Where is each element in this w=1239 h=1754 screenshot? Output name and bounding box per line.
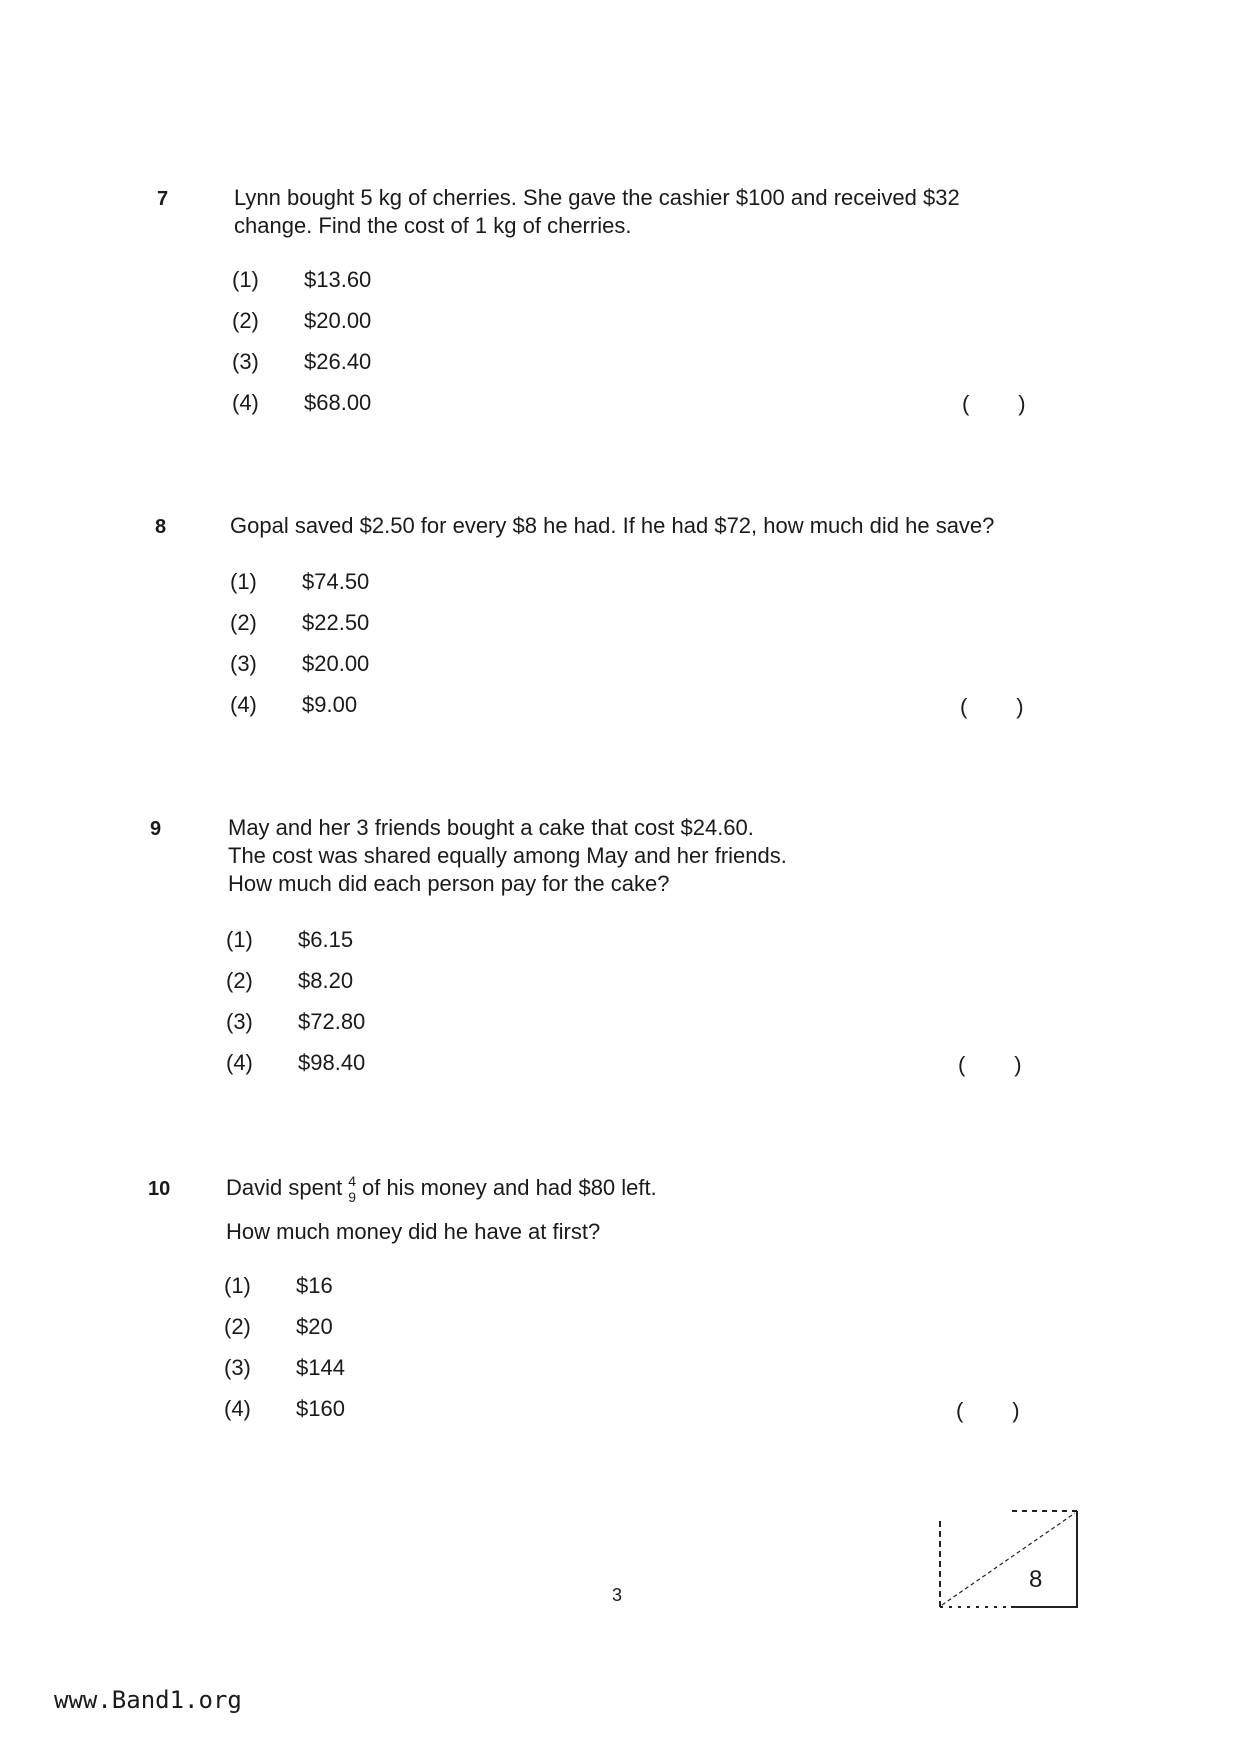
option-text: $26.40 [304, 349, 372, 374]
option-text: $16 [296, 1273, 333, 1298]
option-3 [224, 1354, 345, 1382]
option-2 [224, 1313, 333, 1341]
option-number: (3) [226, 1009, 253, 1034]
score-value: 8 [1029, 1566, 1043, 1593]
option-1 [230, 568, 369, 596]
question-text-line-1: Lynn bought 5 kg of cherries. She gave the cashier $100 and received $32 [234, 185, 960, 210]
question-text-line-1: Gopal saved $2.50 for every $8 he had. If he had $72, how much did he save? [230, 513, 995, 538]
option-number: (3) [232, 349, 259, 374]
score-box [937, 1508, 1079, 1610]
option-3 [230, 650, 369, 678]
option-text: $20.00 [302, 651, 370, 676]
option-text: $6.15 [298, 927, 354, 952]
option-number: (1) [230, 569, 257, 594]
question-number: 9 [150, 818, 162, 840]
option-number: (2) [232, 308, 259, 333]
answer-bracket[interactable]: ( ) [958, 1052, 1022, 1077]
option-3 [226, 1008, 365, 1036]
option-1 [224, 1272, 333, 1300]
page-number: 3 [612, 1585, 623, 1605]
option-number: (2) [224, 1314, 251, 1339]
option-2 [226, 967, 353, 995]
option-number: (3) [230, 651, 257, 676]
option-number: (4) [232, 390, 259, 415]
question-text-line-2: How much money did he have at first? [226, 1219, 601, 1244]
answer-bracket[interactable]: ( ) [956, 1398, 1020, 1423]
answer-bracket[interactable]: ( ) [962, 391, 1026, 416]
answer-bracket[interactable]: ( ) [960, 694, 1024, 719]
question-text-line-2: change. Find the cost of 1 kg of cherries. [234, 213, 632, 238]
option-4 [224, 1395, 345, 1423]
fraction [348, 1173, 356, 1205]
option-number: (3) [224, 1355, 251, 1380]
question-number: 8 [155, 516, 167, 538]
option-text: $13.60 [304, 267, 372, 292]
option-2 [230, 609, 369, 637]
option-text: $20 [296, 1314, 333, 1339]
option-number: (4) [224, 1396, 251, 1421]
option-text: $68.00 [304, 390, 372, 415]
option-number: (1) [224, 1273, 251, 1298]
footer-url: www.Band1.org [54, 1686, 242, 1714]
option-3 [232, 348, 371, 376]
text-before-fraction: David spent [226, 1175, 343, 1200]
question-number: 7 [157, 188, 169, 210]
option-number: (4) [226, 1050, 253, 1075]
question-text-line-3: How much did each person pay for the cake? [228, 871, 670, 896]
option-text: $8.20 [298, 968, 354, 993]
question-text-line-1: May and her 3 friends bought a cake that cost $24.60. [228, 815, 754, 840]
option-number: (2) [226, 968, 253, 993]
option-number: (1) [232, 267, 259, 292]
option-text: $9.00 [302, 692, 358, 717]
option-2 [232, 307, 371, 335]
option-number: (1) [226, 927, 253, 952]
option-number: (4) [230, 692, 257, 717]
text-after-fraction: of his money and had $80 left. [361, 1175, 657, 1200]
question-text-line-2: The cost was shared equally among May and her friends. [228, 843, 787, 868]
option-text: $20.00 [304, 308, 372, 333]
option-4 [232, 389, 371, 417]
option-1 [226, 926, 353, 954]
question-text-line-1 [226, 1168, 657, 1208]
question-number: 10 [148, 1178, 171, 1200]
option-text: $144 [296, 1355, 345, 1380]
option-1 [232, 266, 371, 294]
option-4 [226, 1049, 365, 1077]
option-text: $160 [296, 1396, 345, 1421]
option-text: $74.50 [302, 569, 370, 594]
score-box-frame [937, 1508, 1079, 1610]
fraction-numerator: 4 [348, 1173, 356, 1190]
option-text: $22.50 [302, 610, 370, 635]
fraction-denominator: 9 [348, 1189, 356, 1206]
option-number: (2) [230, 610, 257, 635]
option-4 [230, 691, 357, 719]
option-text: $98.40 [298, 1050, 366, 1075]
option-text: $72.80 [298, 1009, 366, 1034]
